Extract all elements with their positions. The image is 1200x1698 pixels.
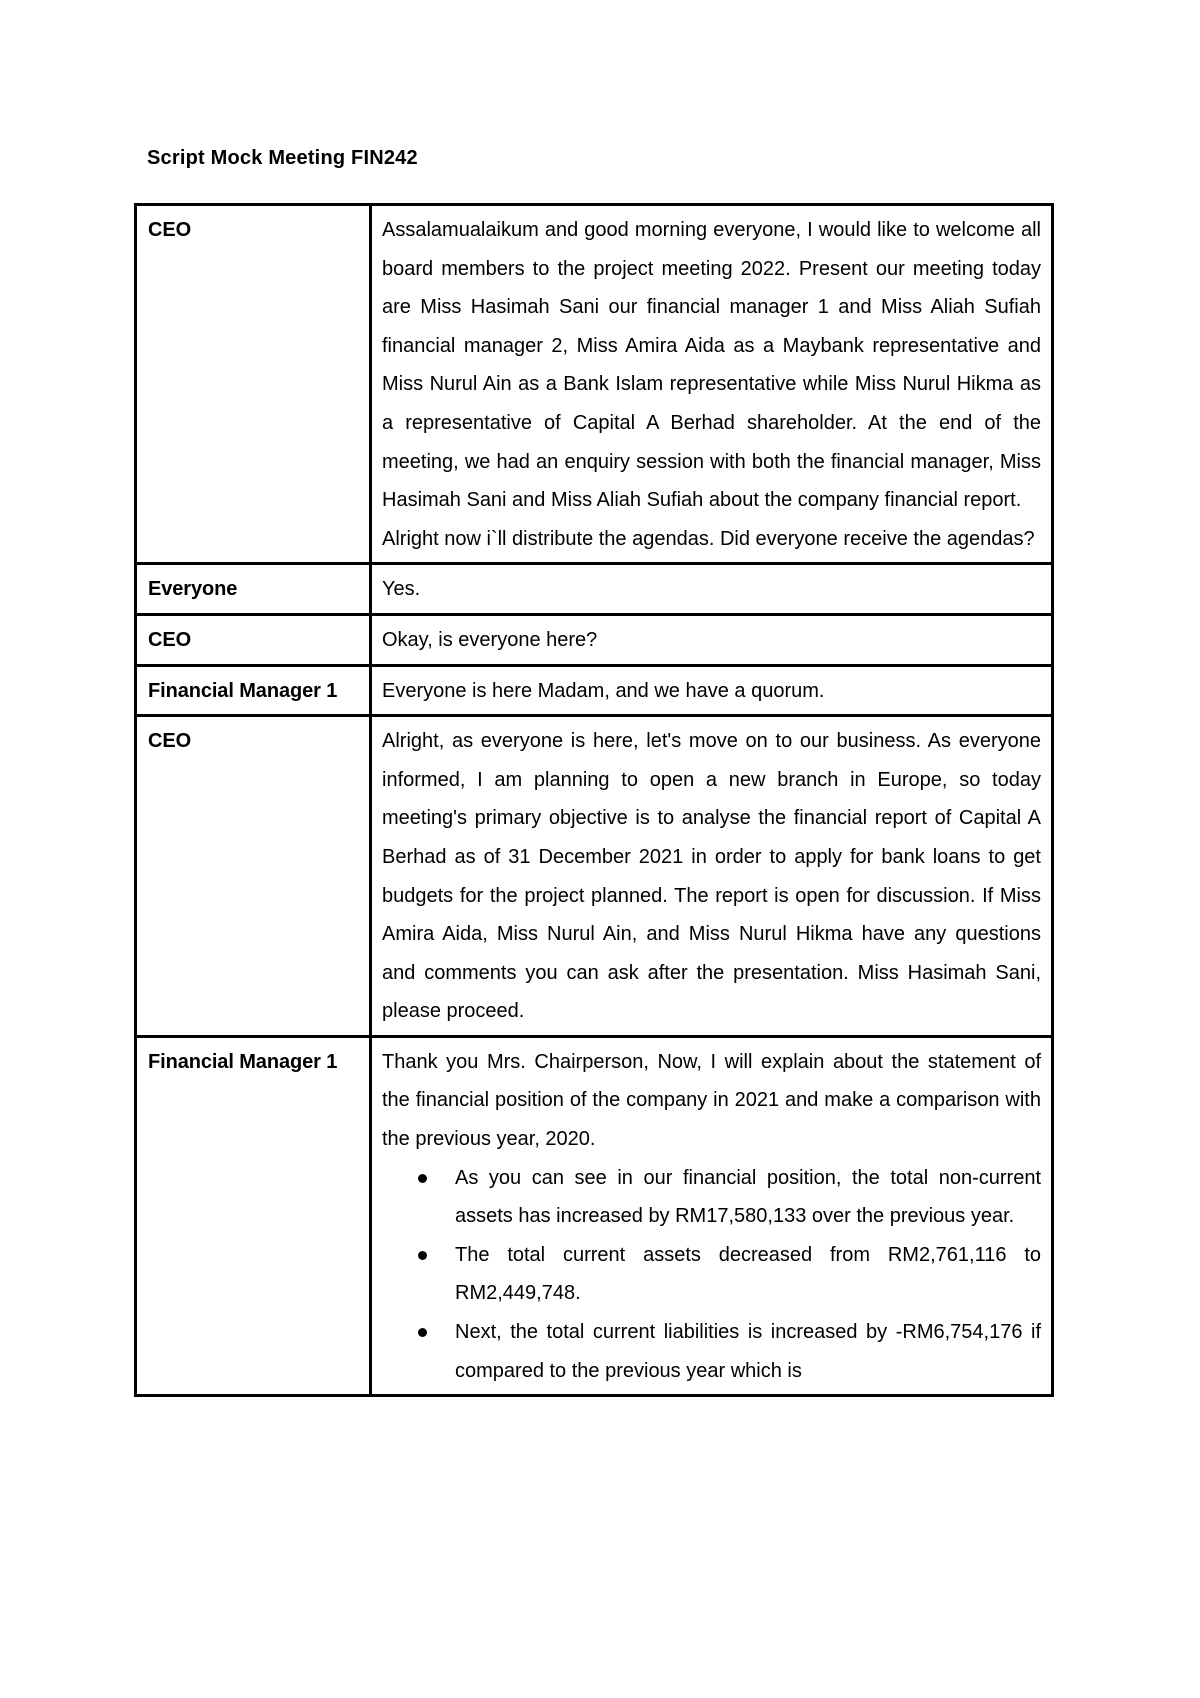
- dialogue-paragraph: Alright, as everyone is here, let's move on to our business. As everyone informed, I am planning to open a new branch in Europe, so today meeting's primary objective is to analyse the financial report of Capital A Berhad as of 31 December 2021 in order to apply for bank loans to get budgets for the project planned. The report is open for discussion. If Miss Amira Aida, Miss Nurul Ain, and Miss Nurul Hikma have any questions and comments you can ask after the presentation. Miss Hasimah Sani, please proceed.: [382, 730, 1041, 1023]
- dialogue-paragraph: Everyone is here Madam, and we have a quorum.: [382, 679, 825, 702]
- dialogue-cell: [371, 716, 1053, 1037]
- dialogue-paragraph: Alright now i`ll distribute the agendas. Did everyone receive the agendas?: [382, 527, 1035, 550]
- table-row: [136, 665, 1053, 716]
- speaker-cell: Financial Manager 1: [136, 665, 371, 716]
- table-row: [136, 716, 1053, 1037]
- speaker-cell: CEO: [136, 205, 371, 564]
- dialogue-paragraph: Yes.: [382, 578, 421, 601]
- dialogue-cell: [371, 564, 1053, 615]
- table-row: [136, 564, 1053, 615]
- bullet-list: [382, 1159, 1041, 1391]
- table-row: [136, 205, 1053, 564]
- dialogue-cell: [371, 614, 1053, 665]
- list-item: [455, 1313, 1041, 1390]
- list-item: [455, 1159, 1041, 1236]
- speaker-cell: CEO: [136, 614, 371, 665]
- bullet-icon: [418, 1251, 427, 1260]
- dialogue-cell: [371, 1036, 1053, 1395]
- dialogue-cell: [371, 205, 1053, 564]
- dialogue-paragraph: Thank you Mrs. Chairperson, Now, I will explain about the statement of the financial position of the company in 2021 and make a comparison with the previous year, 2020.: [382, 1050, 1041, 1151]
- speaker-cell: Everyone: [136, 564, 371, 615]
- bullet-icon: [418, 1174, 427, 1183]
- list-item: [455, 1236, 1041, 1313]
- bullet-icon: [418, 1328, 427, 1337]
- list-item-text: Next, the total current liabilities is increased by -RM6,754,176 if compared to the previous year which is: [455, 1321, 1041, 1382]
- script-table: [134, 203, 1054, 1397]
- dialogue-cell: [371, 665, 1053, 716]
- dialogue-paragraph: Okay, is everyone here?: [382, 628, 598, 651]
- list-item-text: The total current assets decreased from RM2,761,116 to RM2,449,748.: [455, 1243, 1041, 1305]
- table-row: [136, 614, 1053, 665]
- speaker-cell: CEO: [136, 716, 371, 1037]
- table-row: [136, 1036, 1053, 1395]
- list-item-text: As you can see in our financial position, the total non-current assets has increased by RM17,580,133 over the previous year.: [455, 1166, 1041, 1228]
- page-title: Script Mock Meeting FIN242: [147, 147, 418, 169]
- dialogue-paragraph: Assalamualaikum and good morning everyone, I would like to welcome all board members to the project meeting 2022. Present our meeting today are Miss Hasimah Sani our financial manager 1 and Miss Aliah Sufiah financial manager 2, Miss Amira Aida as a Maybank representative and Miss Nurul Ain as a Bank Islam representative while Miss Nurul Hikma as a representative of Capital A Berhad shareholder. At the end of the meeting, we had an enquiry session with both the financial manager, Miss Hasimah Sani and Miss Aliah Sufiah about the company financial report.: [382, 219, 1041, 512]
- speaker-cell: Financial Manager 1: [136, 1036, 371, 1395]
